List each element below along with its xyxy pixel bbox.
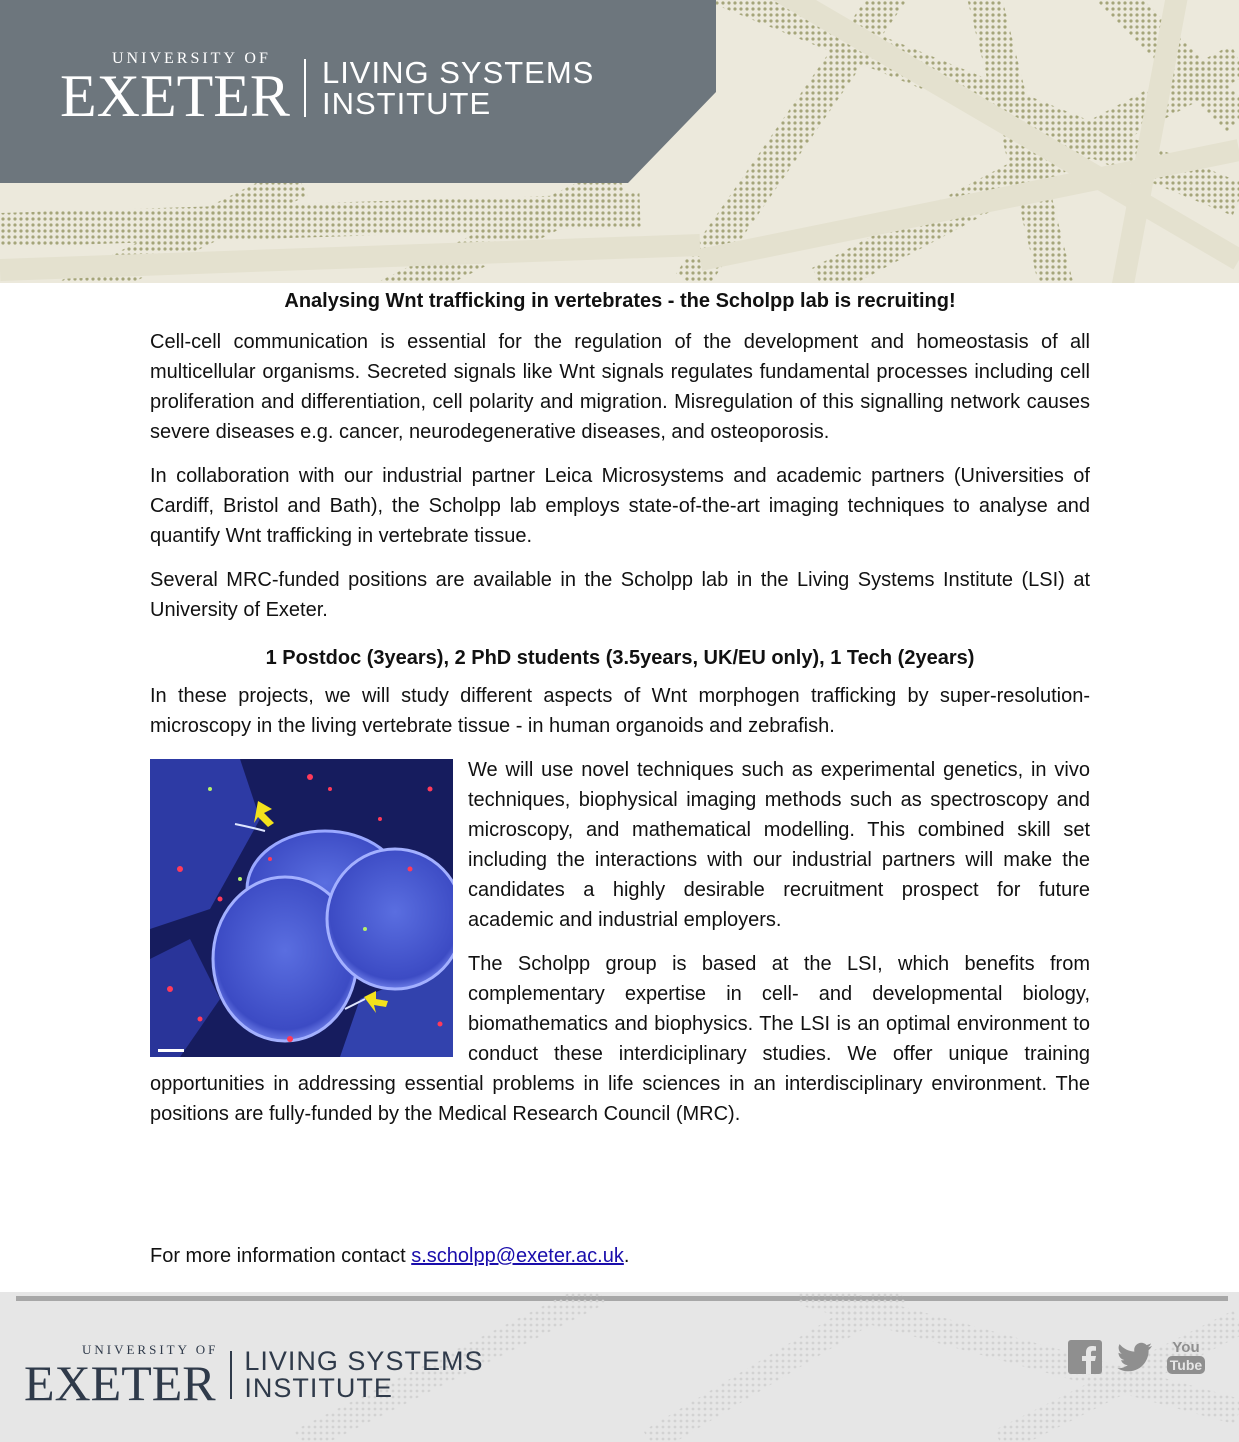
footer-logo-lsi-line1: LIVING SYSTEMS <box>244 1346 484 1376</box>
footer-logo-university-of: UNIVERSITY OF <box>82 1342 219 1357</box>
paragraph-group: The Scholpp group is based at the LSI, which benefits from complementary expertise in cell- and developmental biology, biomathematics and biophysics. The LSI is an optimal environment to conduct these interdiciplinary studies. We offer unique training opportunities in addressing essential problems in life sciences in an interdisciplinary environment. The positions are fully-funded by the Medical Research Council (MRC). <box>150 953 1090 1125</box>
logo-university-of: UNIVERSITY OF <box>112 50 271 67</box>
positions-heading: 1 Postdoc (3years), 2 PhD students (3.5years, UK/EU only), 1 Tech (2years) <box>265 647 975 669</box>
contact-line <box>150 1241 629 1271</box>
contact-email-link[interactable]: s.scholpp@exeter.ac.uk <box>411 1245 624 1267</box>
logo-lsi-line2: INSTITUTE <box>321 86 492 121</box>
logo-divider <box>304 59 306 117</box>
microscopy-illustration <box>150 759 453 1057</box>
header-logo <box>60 50 595 129</box>
logo-exeter: EXETER <box>60 63 290 129</box>
paragraph-techniques: We will use novel techniques such as experimental genetics, in vivo techniques, biophysical imaging methods such as spectroscopy and microscopy, and mathematical modelling. This combined skill set including the interactions with our industrial partners will make the candidates a highly desirable recruitment prospect for future academic and industrial employers. <box>468 759 1090 931</box>
main-content <box>150 285 1090 1143</box>
facebook-icon[interactable] <box>1068 1340 1102 1374</box>
contact-text: For more information contact <box>150 1245 412 1267</box>
youtube-icon-you: You <box>1172 1339 1200 1356</box>
youtube-icon-tube: Tube <box>1167 1356 1205 1374</box>
page-title: Analysing Wnt trafficking in vertebrates - the Scholpp lab is recruiting! <box>284 290 956 312</box>
footer-logo-divider <box>230 1351 232 1399</box>
twitter-icon[interactable] <box>1117 1342 1153 1372</box>
paragraph-positions-available: Several MRC-funded positions are available in the Scholpp lab in the Living Systems Institute (LSI) at University of Exeter. <box>150 569 1090 621</box>
header-banner <box>0 0 1239 283</box>
footer-logo-lsi-line2: INSTITUTE <box>244 1373 393 1403</box>
paragraph-intro: Cell-cell communication is essential for the regulation of the development and homeostasis of all multicellular organisms. Secreted signals like Wnt signals regulates fundamental processes including cell proliferation and differentiation, cell polarity and migration. Misregulation of this signalling network causes severe diseases e.g. cancer, neurodegenerative diseases, and osteoporosis. <box>150 331 1090 443</box>
footer-logo-exeter: EXETER <box>24 1355 216 1411</box>
youtube-icon[interactable] <box>1169 1340 1203 1374</box>
footer-logo <box>24 1342 484 1411</box>
paragraph-collaboration: In collaboration with our industrial partner Leica Microsystems and academic partners (Universities of Cardiff, Bristol and Bath), the Scholpp lab employs state-of-the-art imaging techniques to analyse and quantify Wnt trafficking in vertebrate tissue. <box>150 465 1090 547</box>
microscopy-image <box>150 759 453 1057</box>
paragraph-projects: In these projects, we will study different aspects of Wnt morphogen trafficking by super-resolution-microscopy in the living vertebrate tissue - in human organoids and zebrafish. <box>150 685 1090 737</box>
logo-lsi-line1: LIVING SYSTEMS <box>321 55 595 90</box>
social-icons <box>1068 1340 1203 1374</box>
contact-end: . <box>623 1245 630 1267</box>
